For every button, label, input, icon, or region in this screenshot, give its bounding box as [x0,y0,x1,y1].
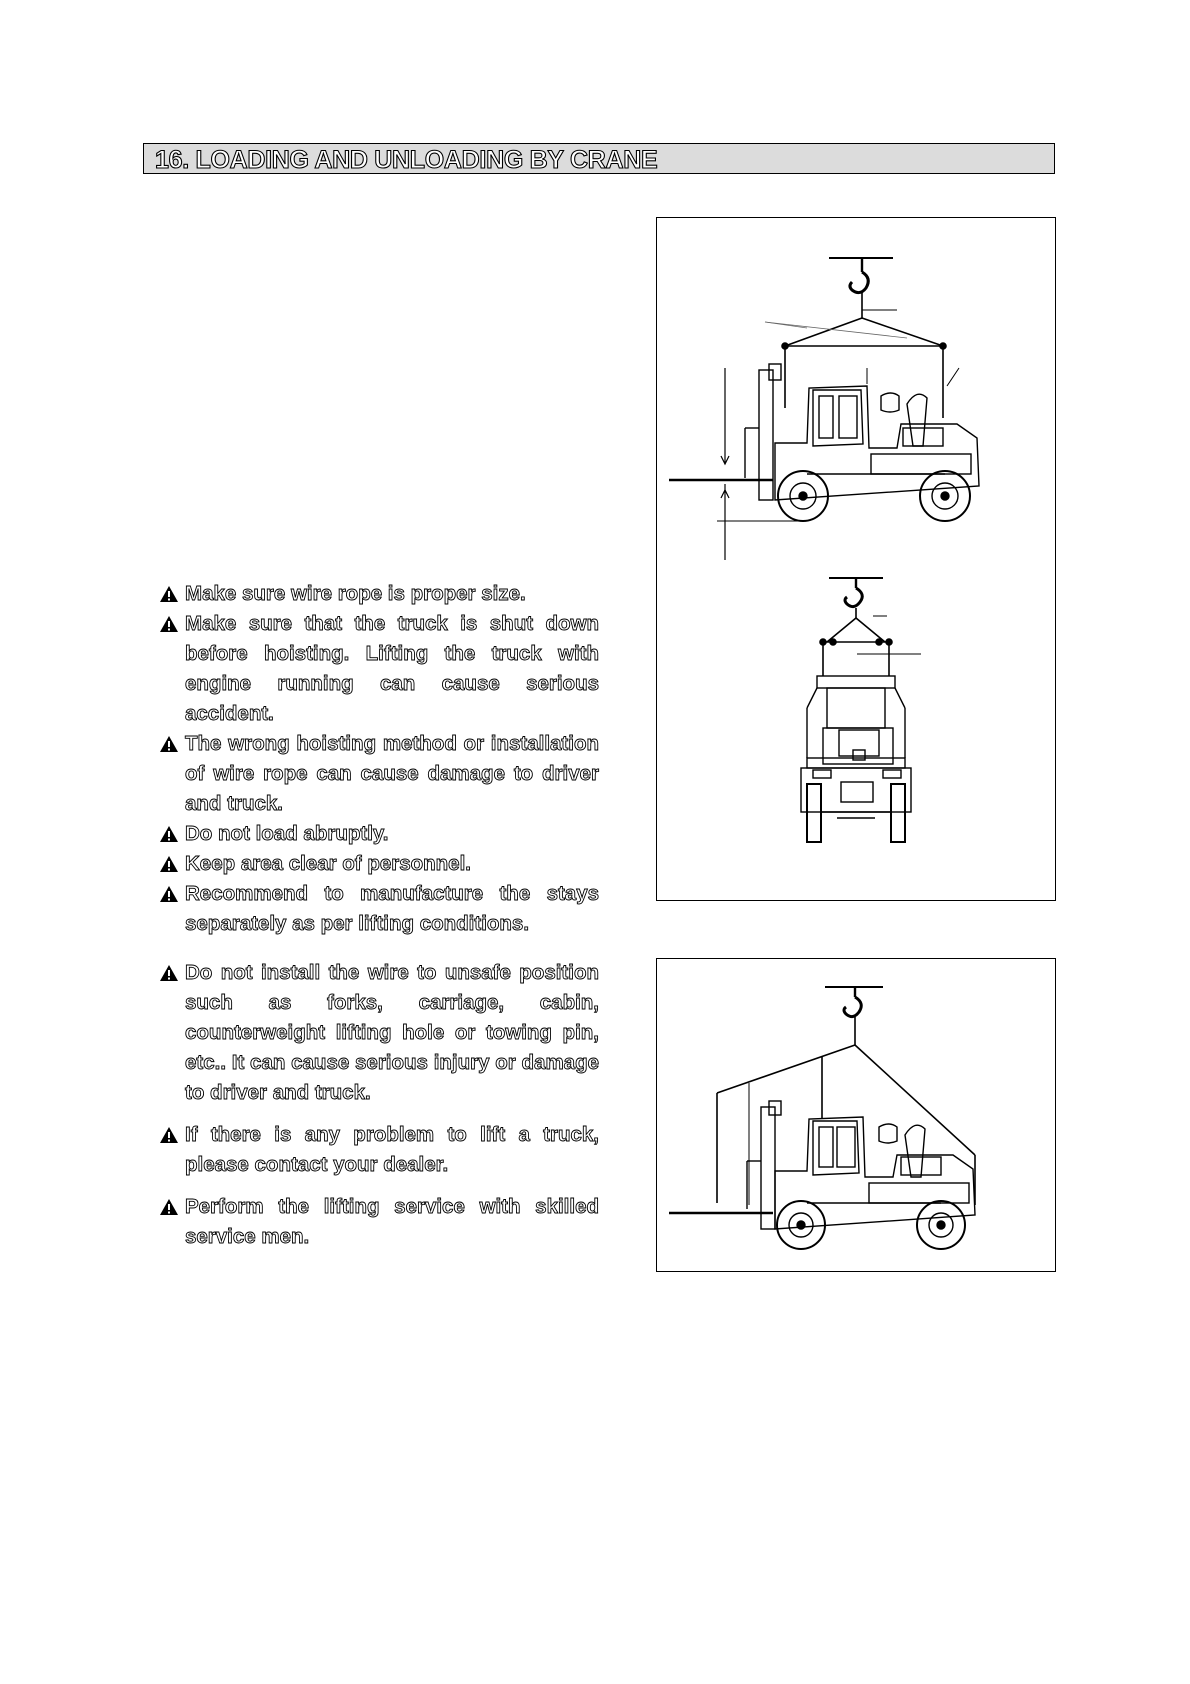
warning-item [159,958,599,1108]
warning-item [159,1120,599,1180]
crane-hook-icon [829,258,893,293]
warning-text: Do not load abruptly. [185,822,389,845]
crane-hook-icon [825,987,883,1017]
warning-triangle-icon [159,855,179,873]
warning-text: Perform the lifting service with skilled service men. [185,1195,599,1248]
crane-wrap-figure [656,958,1056,1272]
warning-text: Recommend to manufacture the stays separately as per lifting conditions. [185,882,599,935]
forklift-side-view [669,364,979,521]
warning-triangle-icon [159,825,179,843]
warning-item [159,819,599,849]
forklift-rear-view [801,676,911,842]
warning-triangle-icon [159,1198,179,1216]
crane-lifting-figure [656,217,1056,901]
warning-triangle-icon [159,735,179,753]
warning-item [159,849,599,879]
warning-text: The wrong hoisting method or installation of wire rope can cause damage to driver and truck. [185,732,599,815]
warning-triangle-icon [159,964,179,982]
warning-text: Make sure wire rope is proper size. [185,582,526,605]
warning-list-2 [159,958,599,1252]
crane-hook-icon [829,578,883,607]
warning-text: Keep area clear of personnel. [185,852,471,875]
warning-text: If there is any problem to lift a truck, please contact your dealer. [185,1123,599,1176]
warning-item [159,729,599,819]
warning-triangle-icon [159,615,179,633]
warning-item [159,609,599,729]
crane-wrap-diagram [657,959,1057,1273]
warning-text: Do not install the wire to unsafe position such as forks, carriage, cabin, counterweight lifting hole or towing pin, etc.. It can cause serious injury or damage to driver and truck. [185,961,599,1104]
crane-lifting-diagram [657,218,1057,902]
warning-triangle-icon [159,585,179,603]
warning-item [159,579,599,609]
warning-text: Make sure that the truck is shut down before hoisting. Lifting the truck with engine running can cause serious accident. [185,612,599,725]
warning-item [159,1192,599,1252]
warning-item [159,879,599,939]
section-title: 16. LOADING AND UNLOADING BY CRANE [155,146,658,174]
warning-triangle-icon [159,1126,179,1144]
forklift-side-view [669,1101,975,1249]
section-header [143,143,1055,174]
warning-triangle-icon [159,885,179,903]
warning-list-1 [159,579,599,939]
